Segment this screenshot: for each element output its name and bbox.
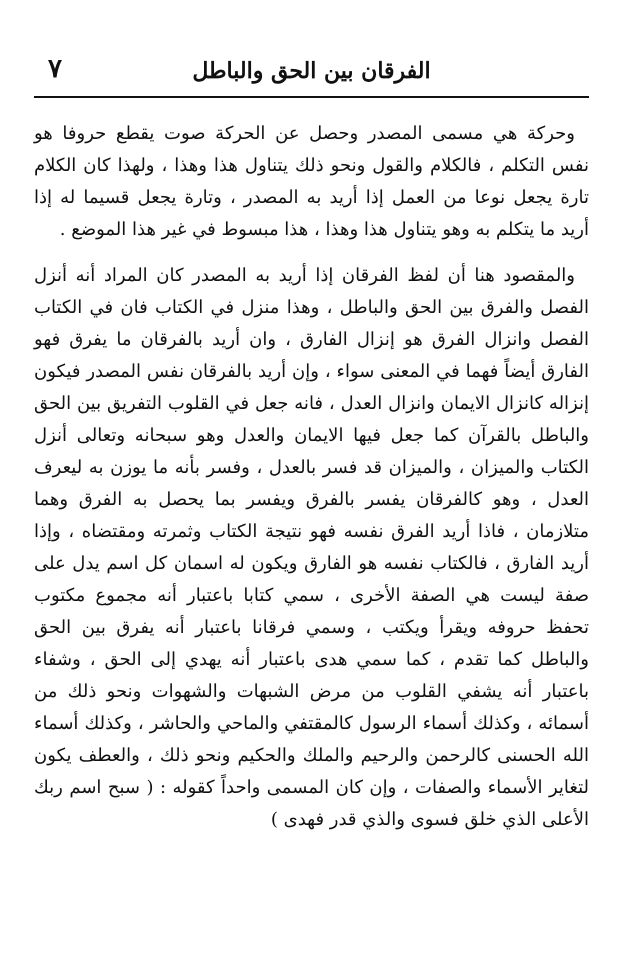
- page-header: [34, 54, 589, 94]
- header-rule: [34, 96, 589, 98]
- paragraph-2: والمقصود هنا أن لفظ الفرقان إذا أريد به المصدر كان المراد أنه أنزل الفصل والفرق بين الحق والباطل ، وهذا منزل في الكتاب فان في الكتاب الفصل وانزال الفرق هو إنزال الفارق ، وان أريد بالفرقان ما يفرق فهو الفارق أيضاً فهما في المعنى سواء ، وإن أريد بالفرقان نفس المصدر فيكون إنزاله كانزال الايمان وانزال العدل ، فانه جعل في القلوب التفريق بين الحق والباطل بالقرآن كما جعل فيها الايمان والعدل وهو سبحانه وتعالى أنزل الكتاب والميزان ، والميزان قد فسر بالعدل ، وفسر بأنه ما يوزن به ليعرف العدل ، وهو كالفرقان يفسر بالفرق ويفسر بما يحصل به الفرق وهما متلازمان ، فاذا أريد الفرق نفسه فهو نتيجة الكتاب وثمرته ومقتضاه ، وإذا أريد الفارق ، فالكتاب نفسه هو الفارق ويكون له اسمان كل اسم يدل على صفة ليست هي الصفة الأخرى ، سمي كتابا باعتبار أنه مجموع مكتوب تحفظ حروفه ويقرأ ويكتب ، وسمي فرقانا باعتبار أنه يفرق بين الحق والباطل كما تقدم ، كما سمي هدى باعتبار أنه يهدي إلى الحق ، وشفاء باعتبار أنه يشفي القلوب من مرض الشبهات والشهوات ونحو ذلك من أسمائه ، وكذلك أسماء الرسول كالمقتفي والماحي والحاشر ، وكذلك أسماء الله الحسنى كالرحمن والرحيم والملك والحكيم ونحو ذلك ، والعطف يكون لتغاير الأسماء والصفات ، وإن كان المسمى واحداً كقوله : ( سبح اسم ربك الأعلى الذي خلق فسوى والذي قدر فهدى ): [34, 265, 589, 830]
- paragraph-1: وحركة هي مسمى المصدر وحصل عن الحركة صوت يقطع حروفا هو نفس التكلم ، فالكلام والقول ونحو ذلك يتناول هذا وهذا ، ولهذا كان الكلام تارة يجعل نوعا من العمل إذا أريد به المصدر ، وتارة يجعل قسيما له إذا أريد ما يتكلم به وهو يتناول هذا وهذا ، هذا مبسوط في غير هذا الموضع .: [34, 123, 589, 240]
- running-title: الفرقان بين الحق والباطل: [192, 58, 431, 84]
- page-number: ٧: [48, 54, 62, 84]
- body-text: [34, 118, 589, 836]
